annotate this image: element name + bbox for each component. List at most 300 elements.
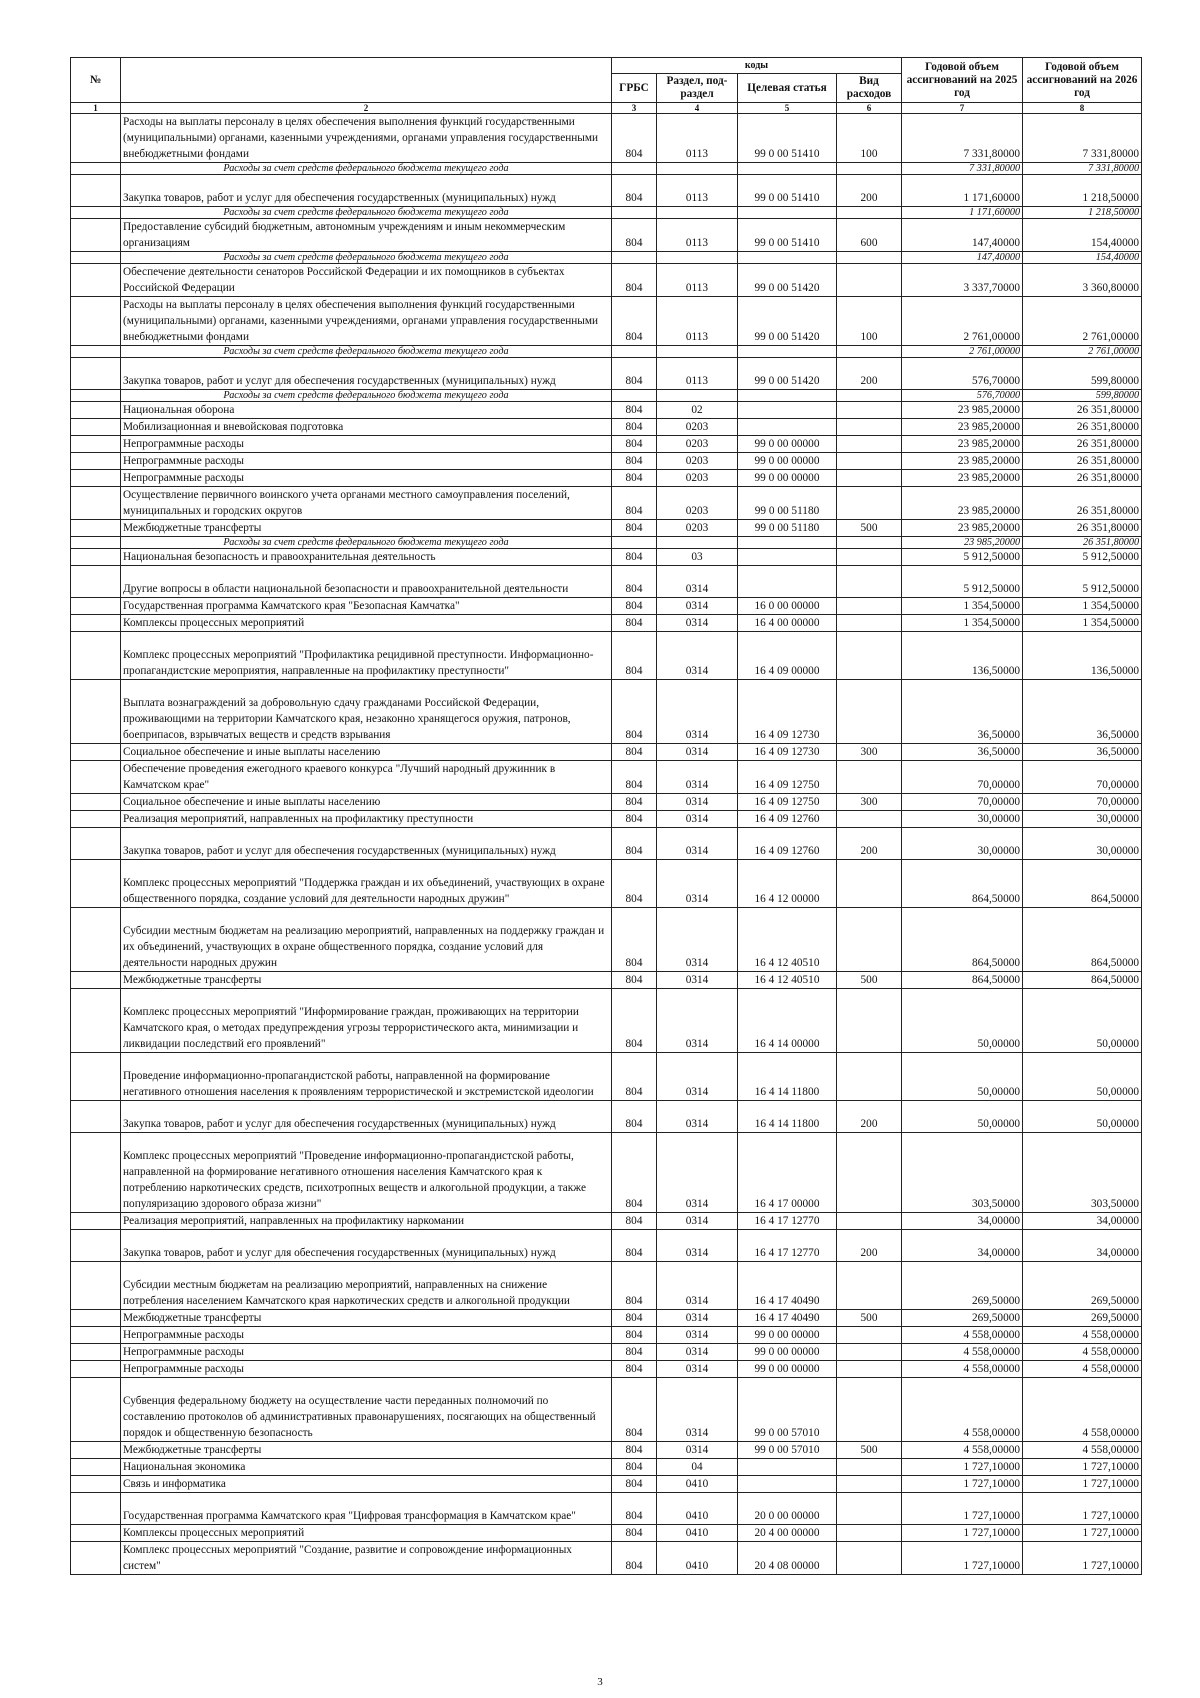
cell-razdel: 0314: [657, 1213, 738, 1230]
table-row: [71, 1213, 1142, 1230]
cell-2025: 23 985,20000: [902, 520, 1023, 537]
cell-2025: 864,50000: [902, 908, 1023, 972]
cell-target: [738, 549, 837, 566]
cell-2025: 30,00000: [902, 828, 1023, 860]
cell-razdel: 0314: [657, 1230, 738, 1262]
column-number: 5: [738, 103, 837, 114]
cell-razdel: [657, 163, 738, 175]
table-row: [71, 470, 1142, 487]
cell-2026: 1 354,50000: [1023, 615, 1142, 632]
cell-2025: 23 985,20000: [902, 402, 1023, 419]
cell-razdel: 0314: [657, 761, 738, 794]
cell-vid: [837, 1344, 902, 1361]
cell-grbs: 804: [612, 761, 657, 794]
cell-razdel: 0314: [657, 811, 738, 828]
budget-rows: [71, 114, 1142, 1575]
cell-2025: 864,50000: [902, 860, 1023, 908]
cell-razdel: 0314: [657, 1101, 738, 1133]
cell-vid: 200: [837, 1101, 902, 1133]
table-row: [71, 419, 1142, 436]
cell-vid: 300: [837, 744, 902, 761]
cell-name: Непрограммные расходы: [121, 1361, 612, 1378]
table-row: [71, 989, 1142, 1053]
cell-vid: 200: [837, 358, 902, 390]
cell-vid: [837, 402, 902, 419]
cell-vid: [837, 1378, 902, 1442]
cell-2025: 70,00000: [902, 794, 1023, 811]
header-2025: Годовой объем ассигнований на 2025 год: [902, 58, 1023, 103]
cell-grbs: 804: [612, 453, 657, 470]
cell-2026: 1 727,10000: [1023, 1476, 1142, 1493]
cell-2026: 4 558,00000: [1023, 1361, 1142, 1378]
cell-2025: 1 354,50000: [902, 598, 1023, 615]
cell-num: [71, 419, 121, 436]
cell-vid: [837, 1213, 902, 1230]
cell-2026: 5 912,50000: [1023, 549, 1142, 566]
table-row: [71, 1442, 1142, 1459]
cell-grbs: 804: [612, 794, 657, 811]
cell-target: [738, 346, 837, 358]
cell-2026: 1 218,50000: [1023, 207, 1142, 219]
cell-2026: 1 218,50000: [1023, 175, 1142, 207]
cell-vid: [837, 1361, 902, 1378]
cell-2025: 1 727,10000: [902, 1459, 1023, 1476]
cell-vid: 500: [837, 520, 902, 537]
column-number: 3: [612, 103, 657, 114]
cell-vid: [837, 1133, 902, 1213]
cell-vid: 200: [837, 175, 902, 207]
cell-vid: [837, 163, 902, 175]
cell-razdel: 0314: [657, 744, 738, 761]
cell-razdel: [657, 537, 738, 549]
cell-2026: 864,50000: [1023, 908, 1142, 972]
cell-target: 20 0 00 00000: [738, 1493, 837, 1525]
cell-2025: 147,40000: [902, 252, 1023, 264]
cell-num: [71, 1344, 121, 1361]
cell-target: [738, 537, 837, 549]
cell-2026: 2 761,00000: [1023, 346, 1142, 358]
cell-name: Непрограммные расходы: [121, 470, 612, 487]
cell-vid: [837, 761, 902, 794]
cell-target: [738, 163, 837, 175]
cell-target: 99 0 00 00000: [738, 436, 837, 453]
cell-target: 99 0 00 51410: [738, 219, 837, 252]
cell-grbs: 804: [612, 632, 657, 680]
cell-razdel: 0203: [657, 419, 738, 436]
cell-2025: 576,70000: [902, 390, 1023, 402]
cell-razdel: 0314: [657, 1262, 738, 1310]
cell-grbs: 804: [612, 175, 657, 207]
cell-2026: 2 761,00000: [1023, 297, 1142, 346]
cell-num: [71, 114, 121, 163]
cell-name: Реализация мероприятий, направленных на профилактику наркомании: [121, 1213, 612, 1230]
cell-2026: 1 354,50000: [1023, 598, 1142, 615]
table-row: [71, 598, 1142, 615]
cell-target: 16 4 12 40510: [738, 972, 837, 989]
cell-name: Комплекс процессных мероприятий "Создание, развитие и сопровождение информационных систем": [121, 1542, 612, 1575]
cell-2025: 136,50000: [902, 632, 1023, 680]
cell-2026: 864,50000: [1023, 860, 1142, 908]
cell-2025: 864,50000: [902, 972, 1023, 989]
page-number: 3: [597, 1676, 603, 1688]
cell-razdel: 0314: [657, 860, 738, 908]
header-grbs: ГРБС: [612, 74, 657, 103]
cell-name: Реализация мероприятий, направленных на профилактику преступности: [121, 811, 612, 828]
cell-name: Социальное обеспечение и иные выплаты населению: [121, 744, 612, 761]
cell-name: Национальная безопасность и правоохранительная деятельность: [121, 549, 612, 566]
cell-name: Непрограммные расходы: [121, 453, 612, 470]
cell-2025: 1 727,10000: [902, 1542, 1023, 1575]
cell-grbs: 804: [612, 1133, 657, 1213]
cell-target: 20 4 00 00000: [738, 1525, 837, 1542]
cell-razdel: 0314: [657, 1327, 738, 1344]
cell-razdel: 0314: [657, 632, 738, 680]
cell-razdel: 0410: [657, 1542, 738, 1575]
cell-razdel: [657, 207, 738, 219]
cell-2025: 7 331,80000: [902, 114, 1023, 163]
cell-num: [71, 1542, 121, 1575]
cell-num: [71, 264, 121, 297]
cell-num: [71, 811, 121, 828]
cell-razdel: 0203: [657, 470, 738, 487]
cell-target: 99 0 00 57010: [738, 1442, 837, 1459]
table-row: [71, 219, 1142, 252]
cell-num: [71, 163, 121, 175]
cell-vid: [837, 566, 902, 598]
cell-2026: 50,00000: [1023, 1053, 1142, 1101]
cell-2025: 4 558,00000: [902, 1344, 1023, 1361]
cell-razdel: 0314: [657, 1133, 738, 1213]
cell-2026: 26 351,80000: [1023, 436, 1142, 453]
cell-grbs: 804: [612, 1327, 657, 1344]
cell-grbs: 804: [612, 566, 657, 598]
table-row: [71, 402, 1142, 419]
column-number: 1: [71, 103, 121, 114]
cell-num: [71, 1361, 121, 1378]
column-number: 7: [902, 103, 1023, 114]
cell-grbs: 804: [612, 1525, 657, 1542]
cell-grbs: 804: [612, 828, 657, 860]
cell-2025: 5 912,50000: [902, 549, 1023, 566]
cell-vid: [837, 860, 902, 908]
cell-name: Расходы за счет средств федерального бюджета текущего года: [121, 163, 612, 175]
cell-name: Связь и информатика: [121, 1476, 612, 1493]
cell-2025: 303,50000: [902, 1133, 1023, 1213]
cell-vid: 600: [837, 219, 902, 252]
cell-num: [71, 207, 121, 219]
cell-name: Межбюджетные трансферты: [121, 520, 612, 537]
cell-razdel: 0203: [657, 436, 738, 453]
cell-2025: 1 727,10000: [902, 1476, 1023, 1493]
cell-target: 16 4 17 12770: [738, 1213, 837, 1230]
cell-2026: 26 351,80000: [1023, 470, 1142, 487]
cell-razdel: 0314: [657, 1310, 738, 1327]
cell-grbs: 804: [612, 1378, 657, 1442]
table-row-federal: [71, 537, 1142, 549]
cell-target: 99 0 00 51180: [738, 520, 837, 537]
cell-num: [71, 598, 121, 615]
cell-name: Обеспечение деятельности сенаторов Российской Федерации и их помощников в субъектах Российской Федерации: [121, 264, 612, 297]
cell-razdel: 0410: [657, 1476, 738, 1493]
cell-target: 16 4 17 40490: [738, 1262, 837, 1310]
cell-grbs: 804: [612, 989, 657, 1053]
cell-vid: [837, 1262, 902, 1310]
cell-name: Государственная программа Камчатского края "Цифровая трансформация в Камчатском крае": [121, 1493, 612, 1525]
cell-razdel: 0314: [657, 615, 738, 632]
cell-target: 16 4 00 00000: [738, 615, 837, 632]
table-row: [71, 828, 1142, 860]
cell-num: [71, 972, 121, 989]
cell-2026: 7 331,80000: [1023, 163, 1142, 175]
cell-2026: 26 351,80000: [1023, 537, 1142, 549]
cell-grbs: 804: [612, 598, 657, 615]
cell-name: Обеспечение проведения ежегодного краевого конкурса "Лучший народный дружинник в Камчатском крае": [121, 761, 612, 794]
cell-name: Непрограммные расходы: [121, 1327, 612, 1344]
table-row: [71, 358, 1142, 390]
cell-grbs: [612, 390, 657, 402]
cell-2026: 154,40000: [1023, 252, 1142, 264]
cell-2025: 23 985,20000: [902, 419, 1023, 436]
cell-name: Государственная программа Камчатского края "Безопасная Камчатка": [121, 598, 612, 615]
cell-num: [71, 989, 121, 1053]
cell-razdel: 0113: [657, 114, 738, 163]
cell-num: [71, 1053, 121, 1101]
cell-target: 16 4 09 12730: [738, 680, 837, 744]
cell-target: 16 4 14 00000: [738, 989, 837, 1053]
cell-target: 16 4 14 11800: [738, 1101, 837, 1133]
cell-target: 16 4 17 00000: [738, 1133, 837, 1213]
cell-2025: 4 558,00000: [902, 1327, 1023, 1344]
cell-2026: 30,00000: [1023, 828, 1142, 860]
table-row: [71, 1542, 1142, 1575]
table-row: [71, 549, 1142, 566]
cell-grbs: 804: [612, 908, 657, 972]
cell-vid: 100: [837, 114, 902, 163]
cell-2025: 4 558,00000: [902, 1361, 1023, 1378]
cell-num: [71, 1262, 121, 1310]
cell-grbs: 804: [612, 1542, 657, 1575]
cell-2026: 26 351,80000: [1023, 520, 1142, 537]
column-number: 8: [1023, 103, 1142, 114]
cell-name: Субвенция федеральному бюджету на осуществление части переданных полномочий по составлению протоколов об административных правонарушениях, посягающих на общественный порядок и общественную безопасность: [121, 1378, 612, 1442]
cell-target: 99 0 00 00000: [738, 453, 837, 470]
cell-vid: 200: [837, 828, 902, 860]
cell-name: Расходы за счет средств федерального бюджета текущего года: [121, 252, 612, 264]
cell-num: [71, 860, 121, 908]
cell-2026: 26 351,80000: [1023, 419, 1142, 436]
cell-target: 99 0 00 00000: [738, 470, 837, 487]
cell-num: [71, 1459, 121, 1476]
cell-razdel: 0314: [657, 1361, 738, 1378]
cell-grbs: 804: [612, 264, 657, 297]
cell-grbs: 804: [612, 1262, 657, 1310]
cell-target: [738, 419, 837, 436]
cell-2026: 599,80000: [1023, 390, 1142, 402]
cell-2025: 1 171,60000: [902, 207, 1023, 219]
header-num: №: [71, 58, 121, 103]
cell-vid: [837, 1542, 902, 1575]
cell-2026: 1 727,10000: [1023, 1525, 1142, 1542]
cell-grbs: 804: [612, 549, 657, 566]
cell-name: Закупка товаров, работ и услуг для обеспечения государственных (муниципальных) нужд: [121, 1101, 612, 1133]
cell-num: [71, 1213, 121, 1230]
cell-2025: 1 727,10000: [902, 1525, 1023, 1542]
cell-vid: [837, 1525, 902, 1542]
cell-name: Социальное обеспечение и иные выплаты населению: [121, 794, 612, 811]
cell-grbs: 804: [612, 436, 657, 453]
cell-2025: 23 985,20000: [902, 436, 1023, 453]
cell-2026: 4 558,00000: [1023, 1378, 1142, 1442]
cell-grbs: 804: [612, 811, 657, 828]
table-row: [71, 908, 1142, 972]
cell-name: Национальная оборона: [121, 402, 612, 419]
cell-target: 16 4 17 12770: [738, 1230, 837, 1262]
column-number: 2: [121, 103, 612, 114]
cell-razdel: 0314: [657, 794, 738, 811]
cell-num: [71, 453, 121, 470]
cell-2025: 2 761,00000: [902, 297, 1023, 346]
cell-target: 99 0 00 51420: [738, 264, 837, 297]
column-number: 6: [837, 103, 902, 114]
cell-num: [71, 1101, 121, 1133]
cell-vid: [837, 419, 902, 436]
cell-razdel: [657, 252, 738, 264]
cell-target: 99 0 00 00000: [738, 1327, 837, 1344]
cell-num: [71, 1476, 121, 1493]
cell-num: [71, 632, 121, 680]
cell-grbs: 804: [612, 744, 657, 761]
table-row: [71, 1361, 1142, 1378]
cell-name: Непрограммные расходы: [121, 1344, 612, 1361]
table-row: [71, 761, 1142, 794]
table-row: [71, 487, 1142, 520]
cell-num: [71, 1378, 121, 1442]
cell-target: 16 4 09 12730: [738, 744, 837, 761]
table-row-federal: [71, 207, 1142, 219]
cell-grbs: 804: [612, 402, 657, 419]
cell-2025: 70,00000: [902, 761, 1023, 794]
cell-2026: 4 558,00000: [1023, 1327, 1142, 1344]
table-row: [71, 1493, 1142, 1525]
table-row: [71, 972, 1142, 989]
table-row: [71, 680, 1142, 744]
cell-name: Закупка товаров, работ и услуг для обеспечения государственных (муниципальных) нужд: [121, 1230, 612, 1262]
cell-razdel: 0203: [657, 453, 738, 470]
cell-razdel: 0410: [657, 1493, 738, 1525]
cell-grbs: 804: [612, 114, 657, 163]
cell-name: Комплексы процессных мероприятий: [121, 1525, 612, 1542]
cell-num: [71, 549, 121, 566]
cell-razdel: 0314: [657, 1442, 738, 1459]
cell-grbs: 804: [612, 1459, 657, 1476]
cell-num: [71, 358, 121, 390]
cell-vid: 100: [837, 297, 902, 346]
cell-2026: 269,50000: [1023, 1262, 1142, 1310]
cell-num: [71, 1230, 121, 1262]
cell-num: [71, 346, 121, 358]
cell-name: Выплата вознаграждений за добровольную сдачу гражданами Российской Федерации, проживающими на территории Камчатского края, незаконно хранящегося оружия, патронов, боеприпасов, взрывчатых веществ и средств взрывания: [121, 680, 612, 744]
header-vid: Вид расходов: [837, 74, 902, 103]
cell-grbs: 804: [612, 680, 657, 744]
cell-target: 16 4 14 11800: [738, 1053, 837, 1101]
cell-num: [71, 470, 121, 487]
cell-2026: 599,80000: [1023, 358, 1142, 390]
cell-vid: [837, 1327, 902, 1344]
cell-razdel: [657, 390, 738, 402]
cell-name: Комплекс процессных мероприятий "Поддержка граждан и их объединений, участвующих в охране общественного порядка, создание условий для деятельности народных дружин": [121, 860, 612, 908]
cell-razdel: 0203: [657, 520, 738, 537]
cell-razdel: 0113: [657, 358, 738, 390]
cell-grbs: 804: [612, 1053, 657, 1101]
cell-2025: 36,50000: [902, 744, 1023, 761]
cell-2025: 23 985,20000: [902, 537, 1023, 549]
cell-target: [738, 1459, 837, 1476]
cell-2026: 70,00000: [1023, 794, 1142, 811]
cell-razdel: 0314: [657, 566, 738, 598]
cell-vid: [837, 390, 902, 402]
cell-num: [71, 761, 121, 794]
cell-razdel: 0314: [657, 828, 738, 860]
cell-grbs: 804: [612, 1310, 657, 1327]
cell-target: 99 0 00 51420: [738, 358, 837, 390]
cell-vid: [837, 1476, 902, 1493]
table-row: [71, 1459, 1142, 1476]
header-tselevaya: Целевая статья: [738, 74, 837, 103]
cell-2026: 26 351,80000: [1023, 402, 1142, 419]
table-row: [71, 453, 1142, 470]
cell-2025: 50,00000: [902, 1101, 1023, 1133]
table-row: [71, 297, 1142, 346]
cell-razdel: 0113: [657, 264, 738, 297]
table-row: [71, 1327, 1142, 1344]
cell-num: [71, 175, 121, 207]
cell-target: 16 4 12 00000: [738, 860, 837, 908]
cell-2026: 34,00000: [1023, 1230, 1142, 1262]
cell-2026: 34,00000: [1023, 1213, 1142, 1230]
cell-vid: [837, 615, 902, 632]
table-row: [71, 436, 1142, 453]
budget-document: [70, 57, 1141, 1575]
cell-grbs: 804: [612, 1442, 657, 1459]
cell-2026: 70,00000: [1023, 761, 1142, 794]
cell-target: [738, 207, 837, 219]
cell-grbs: 804: [612, 1101, 657, 1133]
cell-2025: 4 558,00000: [902, 1378, 1023, 1442]
cell-2026: 1 727,10000: [1023, 1493, 1142, 1525]
cell-2026: 4 558,00000: [1023, 1344, 1142, 1361]
cell-name: Расходы за счет средств федерального бюджета текущего года: [121, 390, 612, 402]
cell-2025: 1 727,10000: [902, 1493, 1023, 1525]
cell-target: [738, 1476, 837, 1493]
cell-num: [71, 1493, 121, 1525]
cell-grbs: 804: [612, 358, 657, 390]
cell-name: Национальная экономика: [121, 1459, 612, 1476]
cell-2025: 1 354,50000: [902, 615, 1023, 632]
cell-name: Комплекс процессных мероприятий "Профилактика рецидивной преступности. Информационно-пропагандистские мероприятия, направленные на профилактику преступности": [121, 632, 612, 680]
cell-name: Расходы на выплаты персоналу в целях обеспечения выполнения функций государственными (муниципальными) органами, казенными учреждениями, органами управления государственными внебюджетными фондами: [121, 114, 612, 163]
cell-vid: [837, 632, 902, 680]
cell-name: Предоставление субсидий бюджетным, автономным учреждениям и иным некоммерческим организациям: [121, 219, 612, 252]
cell-name: Межбюджетные трансферты: [121, 972, 612, 989]
cell-vid: 300: [837, 794, 902, 811]
cell-razdel: [657, 346, 738, 358]
budget-table: [70, 57, 1142, 1575]
cell-num: [71, 252, 121, 264]
cell-name: Расходы за счет средств федерального бюджета текущего года: [121, 207, 612, 219]
table-row: [71, 264, 1142, 297]
cell-grbs: 804: [612, 1344, 657, 1361]
cell-num: [71, 566, 121, 598]
